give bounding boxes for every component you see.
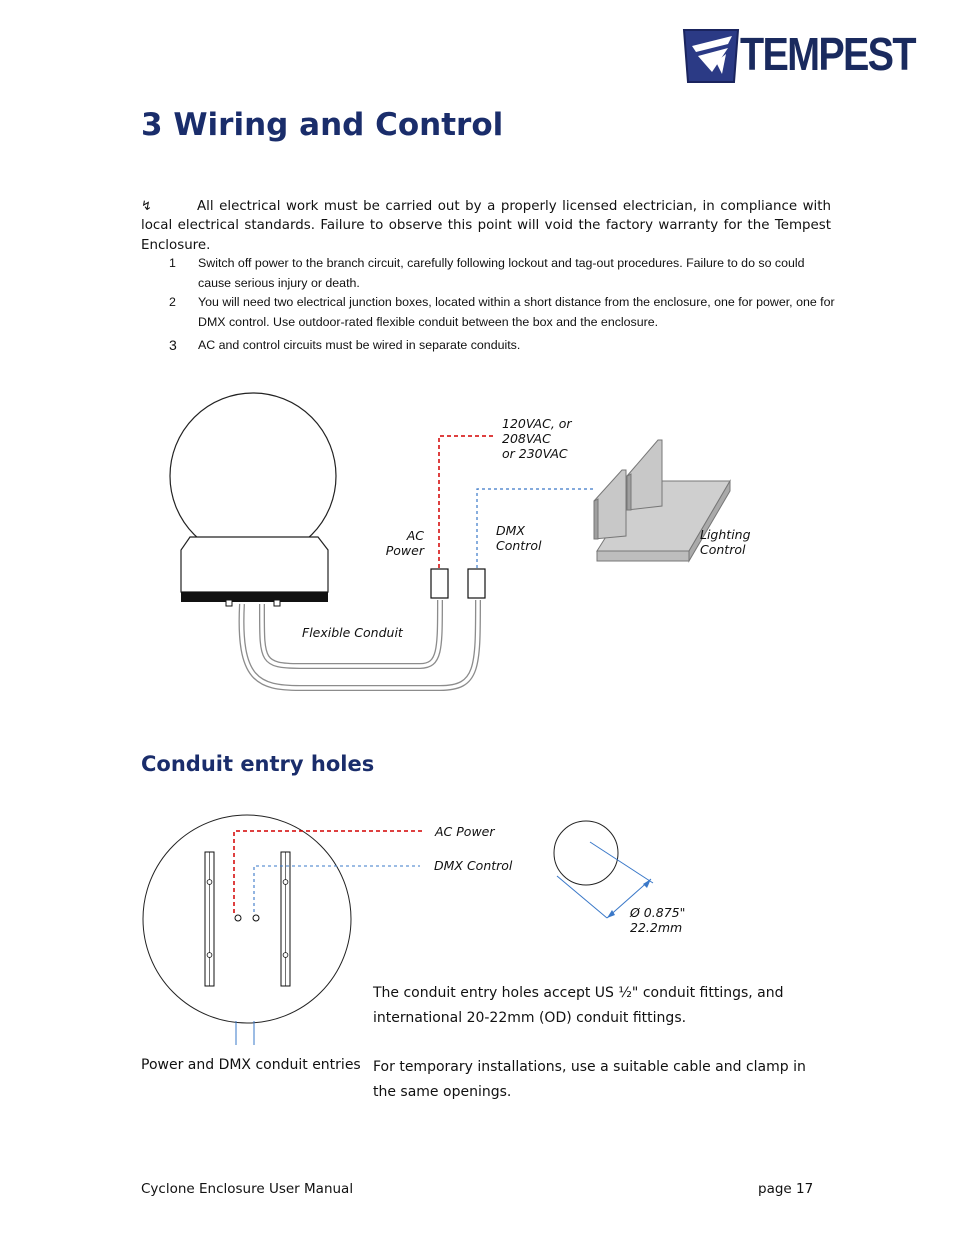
base-band xyxy=(181,592,328,602)
page-title: 3 Wiring and Control xyxy=(141,107,504,143)
intro-text: All electrical work must be carried out by a properly licensed electrician, in compliance with local electrical standards. Failure to observe this point will void the factory warranty for the Tempest Enclosure. xyxy=(141,199,831,253)
temporary-install-paragraph: For temporary installations, use a suitable cable and clamp in the same openings. xyxy=(373,1059,806,1100)
fittings-paragraph: The conduit entry holes accept US ½" conduit fittings, and international 20-22mm (OD) conduit fittings. xyxy=(373,985,784,1026)
lighting-control-label: Lighting Control xyxy=(700,527,751,557)
dmx-control-label: DMX Control xyxy=(434,858,513,873)
step-number: 3 xyxy=(169,337,177,353)
brand-name: TEMPEST xyxy=(740,28,915,80)
dome-shape xyxy=(170,393,336,559)
step-number: 2 xyxy=(169,295,176,309)
enclosure-base-circle xyxy=(143,815,351,1023)
ac-power-label: AC Power xyxy=(435,824,495,839)
ac-junction-box xyxy=(431,569,448,598)
lightning-bolt-icon: ↯ xyxy=(141,199,152,214)
enclosure-base xyxy=(181,537,328,592)
dmx-control-label: DMX Control xyxy=(496,523,542,553)
ac-power-label: AC Power xyxy=(385,528,424,558)
footer-page-number: page 17 xyxy=(758,1181,814,1197)
wiring-diagram xyxy=(0,380,954,710)
figure-caption: Power and DMX conduit entries xyxy=(141,1057,361,1073)
flexible-conduit-label: Flexible Conduit xyxy=(302,625,403,640)
step-text: You will need two electrical junction boxes, located within a short distance from the enclosure, one for power, one for DMX control. Use outdoor-rated flexible conduit between the box and the enclosure. xyxy=(198,295,835,329)
ac-entry-hole xyxy=(235,915,241,921)
dmx-junction-box xyxy=(468,569,485,598)
hole-detail-circle xyxy=(554,821,618,885)
voltage-label: 120VAC, or 208VAC or 230VAC xyxy=(502,416,572,461)
dmx-entry-hole xyxy=(253,915,259,921)
ac-wire xyxy=(439,436,496,568)
section-heading: Conduit entry holes xyxy=(141,752,375,776)
intro-paragraph xyxy=(141,197,831,255)
footer-manual-title: Cyclone Enclosure User Manual xyxy=(141,1181,354,1197)
diameter-label: Ø 0.875" 22.2mm xyxy=(630,905,686,935)
step-number: 1 xyxy=(169,256,176,270)
step-text: AC and control circuits must be wired in separate conduits. xyxy=(198,338,521,352)
step-text: Switch off power to the branch circuit, carefully following lockout and tag-out procedures. Failure to do so could cause serious injury or death. xyxy=(198,256,805,290)
